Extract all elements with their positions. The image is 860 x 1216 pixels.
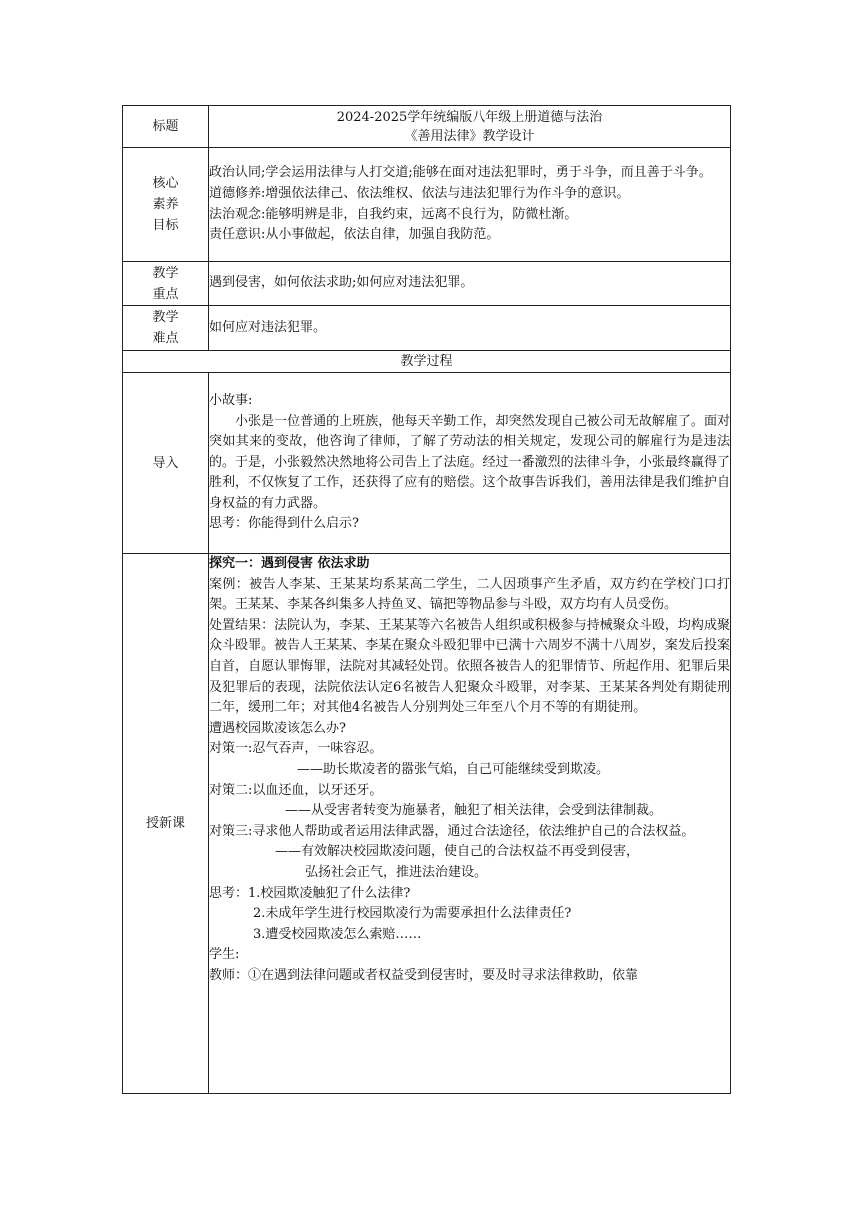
title-row <box>123 106 731 148</box>
teacher-line: 教师：①在遇到法律问题或者权益受到侵害时，要及时寻求法律救助，依靠 <box>209 967 639 983</box>
title-content <box>209 106 731 148</box>
result-text: 处置结果：法院认为，李某、王某某等六名被告人组织或积极参与持械聚众斗殴，均构成聚众斗殴罪。被告人王某某、李某在聚众斗殴犯罪中已满十六周岁不满十八周岁，案发后投案自首，自愿认罪悔罪，法院对其减轻处罚。依照各被告人的犯罪情节、所起作用、犯罪后果及犯罪后的表现，法院依法认定6名被告人犯聚众斗殴罪，对李某、王某某各判处有期徒刑二年，缓刑二年；对其他4名被告人分别判处三年至八个月不等的有期徒刑。 <box>209 617 730 716</box>
intro-heading: 小故事: <box>209 392 253 408</box>
process-header-row <box>123 351 731 373</box>
case-text: 案例：被告人李某、王某某均系某高二学生，二人因琐事产生矛盾，双方约在学校门口打架。王某某、李某各纠集多人持鱼叉、镐把等物品参与斗殴，双方均有人员受伤。 <box>209 576 730 613</box>
key-point-row <box>123 262 731 306</box>
bullying-question: 遭遇校园欺凌该怎么办? <box>209 720 346 736</box>
difficult-point-content: 如何应对违法犯罪。 <box>209 306 731 351</box>
core-item-political: 政治认同;学会运用法律与人打交道;能够在面对违法犯罪时，勇于斗争，而且善于斗争。 <box>209 165 712 181</box>
lesson-plan-table <box>122 105 731 1094</box>
difficult-point-label <box>123 306 209 351</box>
title-label: 标题 <box>123 106 209 148</box>
label-line: 目标 <box>152 218 179 233</box>
label-line: 重点 <box>152 286 179 302</box>
new-lesson-content <box>209 554 731 1094</box>
difficult-point-row <box>123 306 731 351</box>
think-question-2: 2.未成年学生进行校园欺凌行为需要承担什么法律责任? <box>253 906 572 922</box>
intro-think: 思考：你能得到什么启示? <box>209 516 359 532</box>
core-literacy-row <box>123 148 731 262</box>
intro-label: 导入 <box>123 373 209 554</box>
intro-row <box>123 373 731 554</box>
strategy-3-note-2: 弘扬社会正气，推进法治建设。 <box>305 864 488 880</box>
key-point-content: 遇到侵害，如何依法求助;如何应对违法犯罪。 <box>209 262 731 306</box>
new-lesson-row <box>123 554 731 1094</box>
key-point-label <box>123 262 209 306</box>
think-question-3: 3.遭受校园欺凌怎么索赔…… <box>253 926 422 942</box>
strategy-3-note-1: ——有效解决校园欺凌问题，使自己的合法权益不再受到侵害， <box>275 844 640 860</box>
label-line: 教学 <box>152 310 179 325</box>
core-literacy-label <box>123 148 209 262</box>
strategy-2: 对策二:以血还血，以牙还牙。 <box>209 782 383 798</box>
label-line: 核心 <box>152 176 179 191</box>
intro-story: 小张是一位普通的上班族，他每天辛勤工作，却突然发现自己被公司无故解雇了。面对突如其来的变故，他咨询了律师，了解了劳动法的相关规定，发现公司的解雇行为是违法的。于是，小张毅然决然地将公司告上了法庭。经过一番激烈的法律斗争，小张最终赢得了胜利，不仅恢复了工作，还获得了应有的赔偿。这个故事告诉我们，善用法律是我们维护自身权益的有力武器。 <box>209 413 730 511</box>
label-line: 素养 <box>152 197 179 212</box>
label-line: 难点 <box>152 331 179 346</box>
strategy-3: 对策三:寻求他人帮助或者运用法律武器，通过合法途径，依法维护自己的合法权益。 <box>209 823 695 839</box>
inquiry-heading: 探究一：遇到侵害 依法求助 <box>209 556 370 571</box>
process-header: 教学过程 <box>123 351 731 373</box>
intro-content <box>209 373 731 554</box>
strategy-2-note: ——从受害者转变为施暴者，触犯了相关法律，会受到法律制裁。 <box>285 803 663 819</box>
core-literacy-content <box>209 148 731 262</box>
core-item-law: 法治观念:能够明辨是非，自我约束，远离不良行为，防微杜渐。 <box>209 206 578 222</box>
title-line-1: 2024-2025学年统编版八年级上册道德与法治 <box>336 109 603 125</box>
student-line: 学生: <box>209 947 240 963</box>
label-line: 教学 <box>152 265 179 281</box>
think-question-1: 思考：1.校园欺凌触犯了什么法律? <box>209 885 411 901</box>
strategy-1-note: ——助长欺凌者的嚣张气焰，自己可能继续受到欺凌。 <box>297 761 610 777</box>
title-line-2: 《善用法律》教学设计 <box>404 128 535 144</box>
core-item-responsibility: 责任意识:从小事做起，依法自律，加强自我防范。 <box>209 227 500 243</box>
new-lesson-label: 授新课 <box>123 554 209 1094</box>
core-item-moral: 道德修养:增强依法律己、依法维权、依法与违法犯罪行为作斗争的意识。 <box>209 185 630 201</box>
strategy-1: 对策一:忍气吞声，一味容忍。 <box>209 741 383 757</box>
